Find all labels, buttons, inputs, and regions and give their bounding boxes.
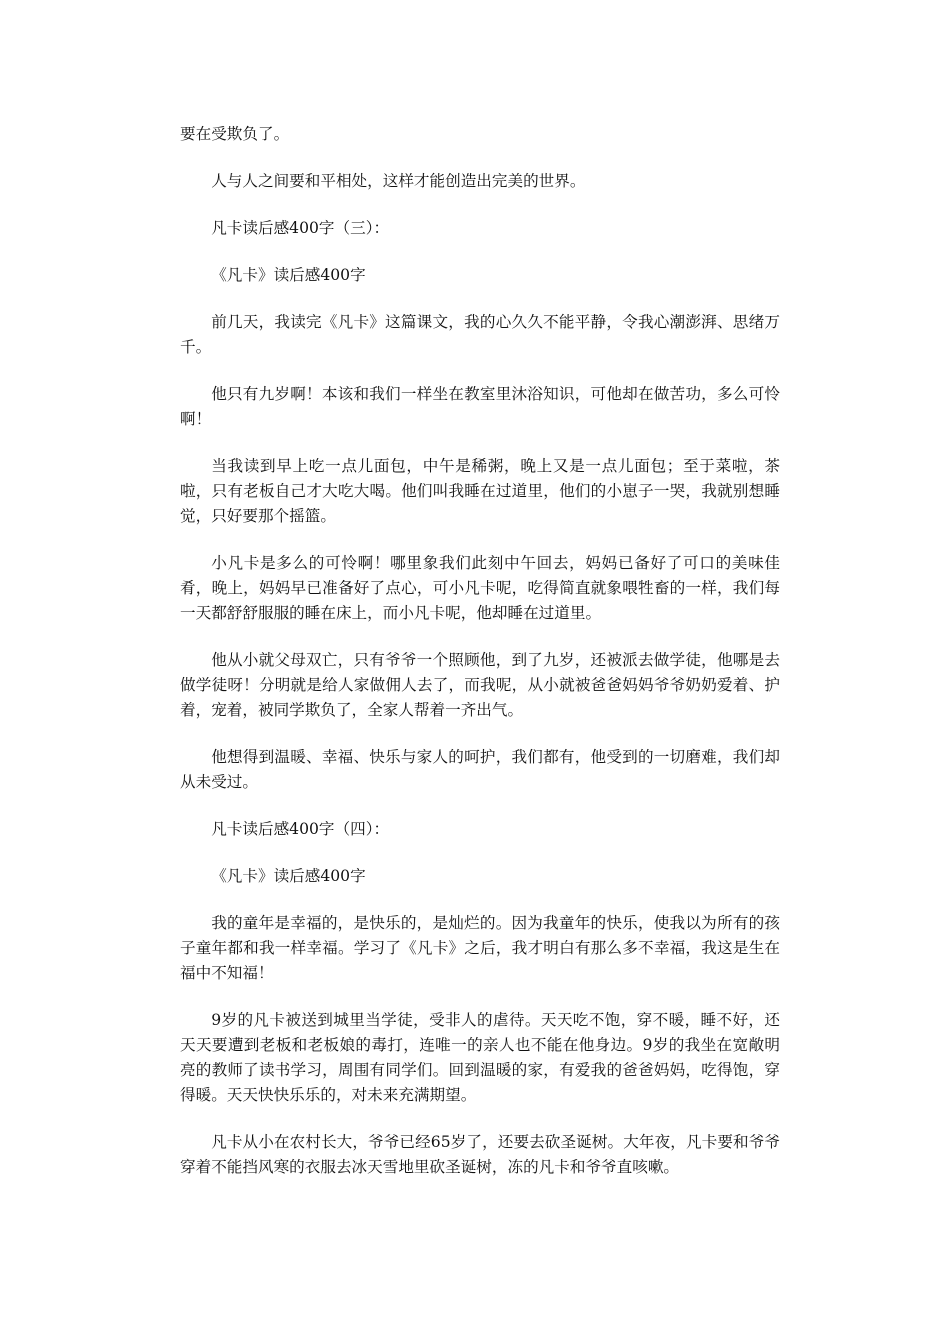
paragraph: 9岁的凡卡被送到城里当学徒，受非人的虐待。天天吃不饱，穿不暖，睡不好，还天天要遭到老板和老板娘的毒打，连唯一的亲人也不能在他身边。9岁的我坐在宽敞明亮的教师了读书学习，周围有同学们。回到温暖的家，有爱我的爸爸妈妈，吃得饱，穿得暖。天天快快乐乐的，对未来充满期望。 bbox=[180, 1011, 780, 1104]
paragraph: 他只有九岁啊！本该和我们一样坐在教室里沐浴知识，可他却在做苦功，多么可怜啊！ bbox=[180, 385, 780, 428]
paragraph: 他想得到温暖、幸福、快乐与家人的呵护，我们都有，他受到的一切磨难，我们却从未受过。 bbox=[180, 748, 780, 791]
paragraph-continuation: 要在受欺负了。 bbox=[180, 125, 290, 143]
document-body bbox=[180, 122, 780, 1202]
essay-title: 《凡卡》读后感400字 bbox=[211, 867, 366, 885]
paragraph: 当我读到早上吃一点儿面包，中午是稀粥，晚上又是一点儿面包；至于菜啦，茶啦，只有老板自己才大吃大喝。他们叫我睡在过道里，他们的小崽子一哭，我就别想睡觉，只好要那个摇篮。 bbox=[180, 457, 780, 525]
section-heading: 凡卡读后感400字（四）： bbox=[211, 820, 390, 838]
paragraph: 前几天，我读完《凡卡》这篇课文，我的心久久不能平静，令我心潮澎湃、思绪万千。 bbox=[180, 313, 780, 356]
section-heading: 凡卡读后感400字（三）： bbox=[211, 219, 390, 237]
paragraph: 人与人之间要和平相处，这样才能创造出完美的世界。 bbox=[211, 172, 586, 190]
paragraph: 小凡卡是多么的可怜啊！哪里象我们此刻中午回去，妈妈已备好了可口的美味佳肴，晚上，妈妈早已准备好了点心，可小凡卡呢，吃得简直就象喂牲畜的一样，我们每一天都舒舒服服的睡在床上，而小凡卡呢，他却睡在过道里。 bbox=[180, 554, 780, 622]
essay-title: 《凡卡》读后感400字 bbox=[211, 266, 366, 284]
paragraph: 他从小就父母双亡，只有爷爷一个照顾他，到了九岁，还被派去做学徒，他哪是去做学徒呀！分明就是给人家做佣人去了，而我呢，从小就被爸爸妈妈爷爷奶奶爱着、护着，宠着，被同学欺负了，全家人帮着一齐出气。 bbox=[180, 651, 780, 719]
paragraph: 我的童年是幸福的，是快乐的，是灿烂的。因为我童年的快乐，使我以为所有的孩子童年都和我一样幸福。学习了《凡卡》之后，我才明白有那么多不幸福，我这是生在福中不知福！ bbox=[180, 914, 780, 982]
paragraph: 凡卡从小在农村长大，爷爷已经65岁了，还要去砍圣诞树。大年夜，凡卡要和爷爷穿着不能挡风寒的衣服去冰天雪地里砍圣诞树，冻的凡卡和爷爷直咳嗽。 bbox=[180, 1133, 780, 1176]
